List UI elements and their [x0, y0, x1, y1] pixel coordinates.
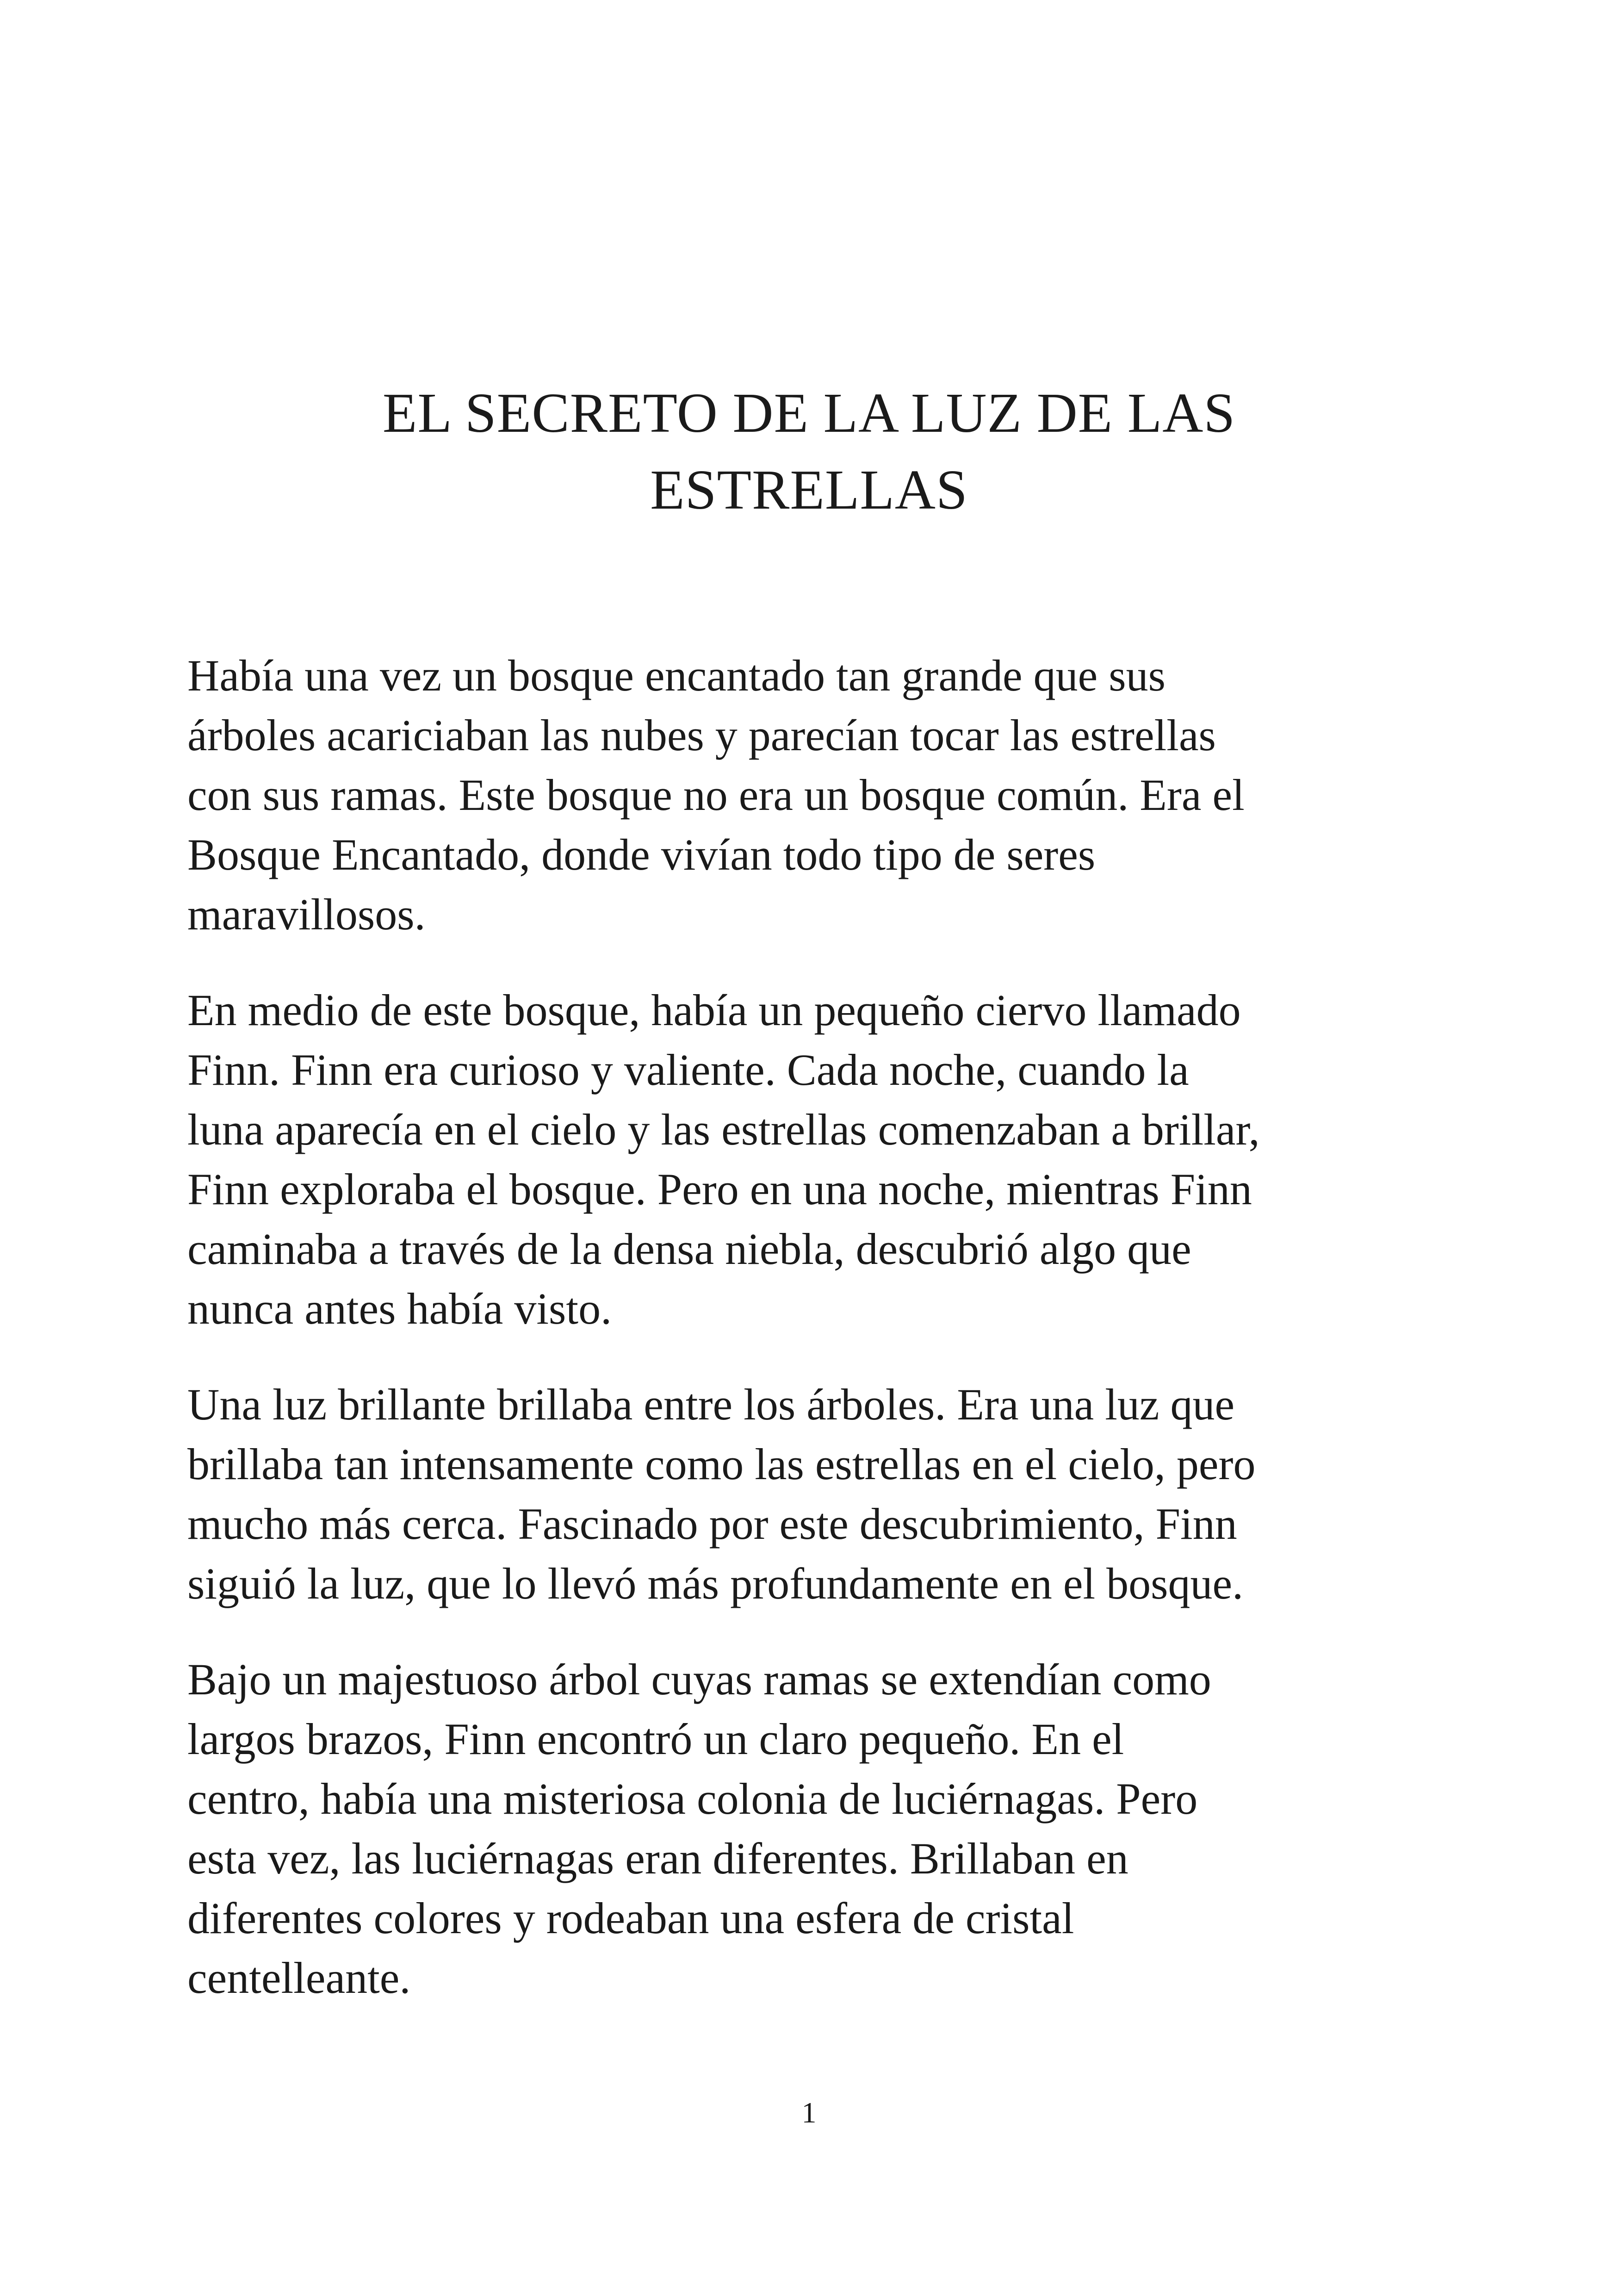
- text-line: maravillosos.: [187, 890, 426, 939]
- text-line: En medio de este bosque, había un pequeño ciervo llamado: [187, 985, 1241, 1035]
- title-line: EL SECRETO DE LA LUZ DE LAS: [382, 382, 1236, 444]
- text-line: caminaba a través de la densa niebla, descubrió algo que: [187, 1224, 1191, 1274]
- text-line: Finn exploraba el bosque. Pero en una noche, mientras Finn: [187, 1164, 1252, 1214]
- paragraph-4: [187, 1649, 1464, 2008]
- paragraph-1: [187, 646, 1464, 944]
- text-line: brillaba tan intensamente como las estrellas en el cielo, pero: [187, 1439, 1256, 1489]
- text-line: diferentes colores y rodeaban una esfera de cristal: [187, 1893, 1074, 1943]
- page-number: 1: [801, 2096, 817, 2129]
- text-line: Una luz brillante brillaba entre los árboles. Era una luz que: [187, 1380, 1235, 1429]
- text-line: Bajo un majestuoso árbol cuyas ramas se extendían como: [187, 1655, 1211, 1704]
- text-line: nunca antes había visto.: [187, 1284, 612, 1333]
- text-line: luna aparecía en el cielo y las estrellas comenzaban a brillar,: [187, 1105, 1260, 1154]
- text-line: esta vez, las luciérnagas eran diferentes. Brillaban en: [187, 1834, 1128, 1883]
- text-line: con sus ramas. Este bosque no era un bosque común. Era el: [187, 770, 1245, 820]
- story-body: [187, 646, 1464, 2044]
- title-line: ESTRELLAS: [650, 459, 968, 521]
- text-line: Había una vez un bosque encantado tan grande que sus: [187, 651, 1165, 700]
- text-line: Finn. Finn era curioso y valiente. Cada noche, cuando la: [187, 1045, 1189, 1095]
- text-line: siguió la luz, que lo llevó más profundamente en el bosque.: [187, 1559, 1244, 1608]
- page-title: [185, 375, 1433, 529]
- paragraph-3: [187, 1375, 1464, 1613]
- paragraph-2: [187, 980, 1464, 1338]
- text-line: centelleante.: [187, 1953, 411, 2003]
- text-line: mucho más cerca. Fascinado por este descubrimiento, Finn: [187, 1499, 1237, 1549]
- text-line: Bosque Encantado, donde vivían todo tipo de seres: [187, 830, 1096, 879]
- text-line: largos brazos, Finn encontró un claro pequeño. En el: [187, 1714, 1124, 1764]
- text-line: centro, había una misteriosa colonia de luciérnagas. Pero: [187, 1774, 1198, 1823]
- text-line: árboles acariciaban las nubes y parecían tocar las estrellas: [187, 710, 1216, 760]
